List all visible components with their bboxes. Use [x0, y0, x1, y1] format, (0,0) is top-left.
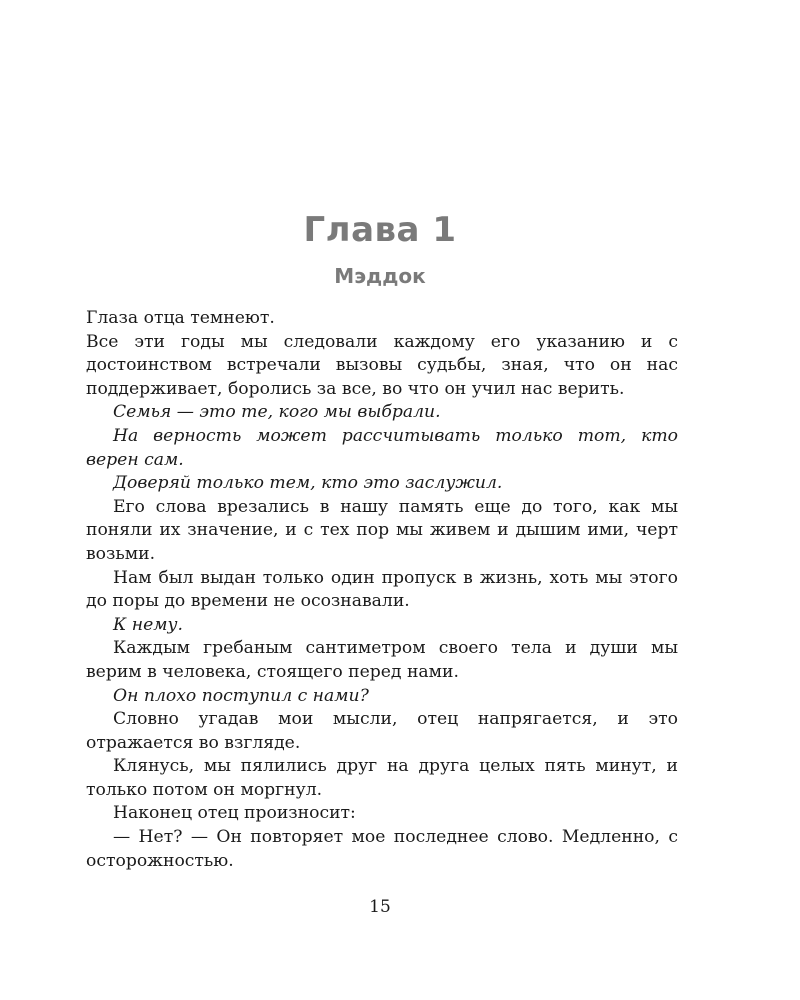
- paragraph-italic: На верность может рассчитывать только тот, кто верен сам.: [86, 425, 678, 470]
- chapter-title: Глава 1: [303, 210, 457, 250]
- page-number: 15: [369, 897, 391, 917]
- paragraph: Его слова врезались в нашу память еще до того, как мы поняли их значение, и с тех пор мы живем и дышим ими, черт возьми.: [86, 496, 678, 564]
- paragraph: Клянусь, мы пялились друг на друга целых пять минут, и только потом он моргнул.: [86, 756, 678, 800]
- paragraph: Наконец отец произносит:: [113, 803, 356, 824]
- paragraph-italic: Семья — это те, кого мы выбрали.: [113, 402, 441, 423]
- chapter-body: [86, 307, 678, 873]
- paragraph: — Нет? — Он повторяет мое последнее слово. Медленно, с осторожностью.: [86, 827, 678, 871]
- paragraph: Нам был выдан только один пропуск в жизнь, хоть мы этого до поры до времени не осознавали.: [86, 567, 678, 612]
- paragraph: Словно угадав мои мысли, отец напрягается, и это отражается во взгляде.: [86, 709, 678, 753]
- chapter-subtitle: Мэддок: [334, 264, 426, 288]
- paragraph: Каждым гребаным сантиметром своего тела и души мы верим в человека, стоящего перед нами.: [86, 638, 678, 682]
- paragraph-italic: Он плохо поступил с нами?: [113, 685, 369, 706]
- paragraph-italic: К нему.: [113, 614, 183, 635]
- paragraph-italic: Доверяй только тем, кто это заслужил.: [113, 473, 503, 494]
- paragraph: Все эти годы мы следовали каждому его указанию и с достоинством встречали вызовы судьбы, зная, что он нас поддерживает, боролись за все, во что он учил нас верить.: [86, 331, 678, 399]
- paragraph: Глаза отца темнеют.: [86, 308, 275, 328]
